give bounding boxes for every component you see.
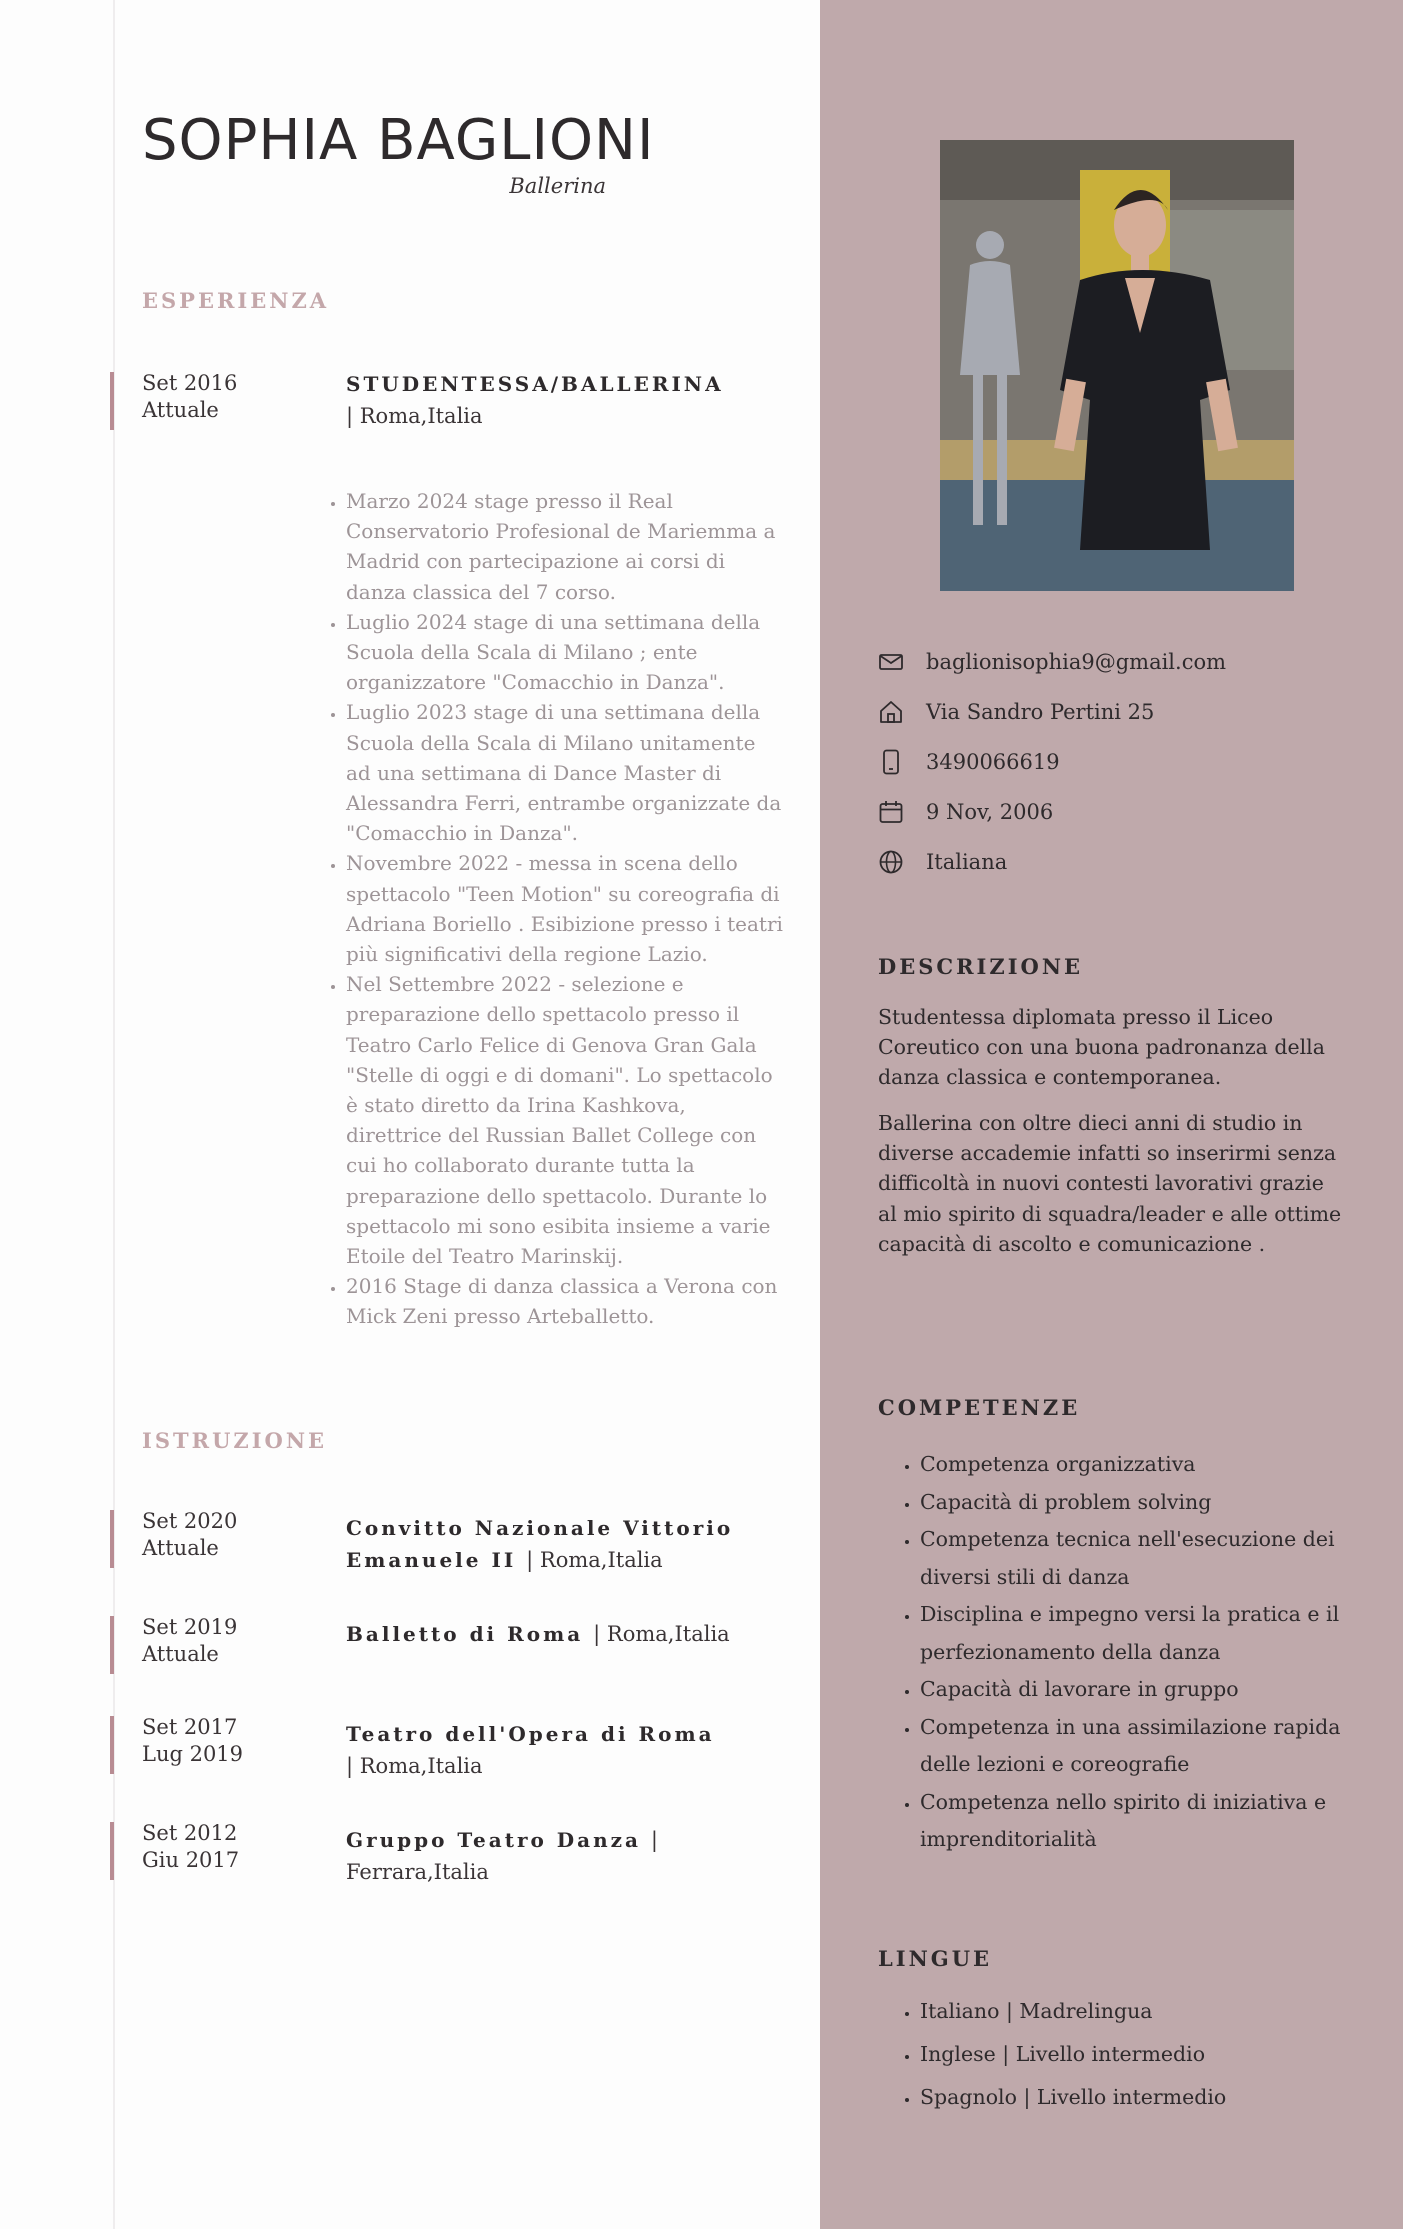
contact-phone xyxy=(878,747,1060,777)
education-start-date: Set 2017 xyxy=(142,1715,238,1739)
left-margin-rule xyxy=(113,0,115,2229)
skills-heading: COMPETENZE xyxy=(878,1395,1081,1420)
contact-address-text: Via Sandro Pertini 25 xyxy=(926,700,1155,724)
education-end-date: Attuale xyxy=(142,1536,219,1560)
contact-phone-text: 3490066619 xyxy=(926,750,1060,774)
school-location: | Roma,Italia xyxy=(526,1548,663,1572)
school-name: Gruppo Teatro Danza xyxy=(346,1828,641,1852)
languages-list xyxy=(902,1990,1340,2119)
contact-email xyxy=(878,647,1227,677)
contact-address xyxy=(878,697,1155,727)
education-end-date: Attuale xyxy=(142,1642,219,1666)
list-item: • Luglio 2023 stage di una settimana della Scuola della Scala di Milano unitamente ad una settimana di Dance Master di Alessandra Ferri, entrambe organizzate da "Comacchio in Danza". xyxy=(346,697,786,848)
date-marker xyxy=(110,1716,114,1774)
description-paragraph: Studentessa diplomata presso il Liceo Coreutico con una buona padronanza della danza classica e contemporanea. xyxy=(878,1005,1325,1090)
experience-start-date: Set 2016 xyxy=(142,371,238,395)
experience-heading: ESPERIENZA xyxy=(142,288,330,313)
education-start-date: Set 2012 xyxy=(142,1821,238,1845)
calendar-icon xyxy=(878,799,904,825)
experience-dates xyxy=(142,370,237,424)
experience-end-date: Attuale xyxy=(142,398,219,422)
school-location: | Roma,Italia xyxy=(346,1754,483,1778)
date-marker xyxy=(110,1822,114,1880)
phone-icon xyxy=(878,749,904,775)
job-location: | Roma,Italia xyxy=(346,404,483,428)
description-heading: DESCRIZIONE xyxy=(878,954,1084,979)
school-name: Balletto di Roma xyxy=(346,1622,584,1646)
education-dates xyxy=(142,1614,237,1668)
person-name: SOPHIA BAGLIONI xyxy=(142,108,655,173)
contact-birthdate-text: 9 Nov, 2006 xyxy=(926,800,1054,824)
profile-photo-illustration xyxy=(940,140,1294,591)
education-entry xyxy=(346,1718,776,1782)
education-start-date: Set 2019 xyxy=(142,1615,238,1639)
education-dates xyxy=(142,1714,243,1768)
experience-entry xyxy=(346,368,724,432)
globe-icon xyxy=(878,849,904,875)
education-start-date: Set 2020 xyxy=(142,1509,238,1533)
school-location: | Roma,Italia xyxy=(593,1622,730,1646)
list-item: • Inglese | Livello intermedio xyxy=(920,2033,1340,2076)
contact-birthdate xyxy=(878,797,1054,827)
date-marker xyxy=(110,1510,114,1568)
contact-nationality xyxy=(878,847,1008,877)
skills-list xyxy=(902,1446,1380,1859)
list-item: • Competenza tecnica nell'esecuzione dei diversi stili di danza xyxy=(920,1521,1380,1596)
date-marker xyxy=(110,372,114,430)
list-item: • Capacità di lavorare in gruppo xyxy=(920,1671,1380,1709)
date-marker xyxy=(110,1616,114,1674)
list-item: • Luglio 2024 stage di una settimana della Scuola della Scala di Milano ; ente organizzatore "Comacchio in Danza". xyxy=(346,607,786,698)
school-name: Convitto Nazionale Vittorio Emanuele II xyxy=(346,1516,734,1572)
education-entry xyxy=(346,1512,776,1576)
job-position: STUDENTESSA/BALLERINA xyxy=(346,372,724,396)
list-item: • Marzo 2024 stage presso il Real Conservatorio Profesional de Mariemma a Madrid con partecipazione ai corsi di danza classica del 7 corso. xyxy=(346,486,786,607)
education-dates xyxy=(142,1820,239,1874)
list-item: • Competenza organizzativa xyxy=(920,1446,1380,1484)
education-end-date: Lug 2019 xyxy=(142,1742,244,1766)
list-item: • 2016 Stage di danza classica a Verona con Mick Zeni presso Arteballetto. xyxy=(346,1271,786,1331)
school-name: Teatro dell'Opera di Roma xyxy=(346,1722,715,1746)
list-item: • Disciplina e impegno versi la pratica e il perfezionamento della danza xyxy=(920,1596,1380,1671)
education-heading: ISTRUZIONE xyxy=(142,1428,328,1453)
experience-bullet-list xyxy=(328,486,786,1332)
mail-icon xyxy=(878,649,904,675)
profile-photo xyxy=(940,140,1294,591)
home-icon xyxy=(878,699,904,725)
description-paragraph: Ballerina con oltre dieci anni di studio in diverse accademie infatti so inserirmi senza difficoltà in nuovi contesti lavorativi grazie al mio spirito di squadra/leader e alle ottime capacità di ascolto e comunicazione . xyxy=(878,1111,1342,1256)
list-item: • Competenza nello spirito di iniziativa e imprenditorialità xyxy=(920,1784,1380,1859)
list-item: • Nel Settembre 2022 - selezione e preparazione dello spettacolo presso il Teatro Carlo Felice di Genova Gran Gala "Stelle di oggi e di domani". Lo spettacolo è stato diretto da Irina Kashkova, direttrice del Russian Ballet College con cui ho collaborato durante tutta la preparazione dello spettacolo. Durante lo spettacolo mi sono esibita insieme a varie Etoile del Teatro Marinskij. xyxy=(346,969,786,1271)
education-entry xyxy=(346,1824,776,1888)
list-item: • Capacità di problem solving xyxy=(920,1484,1380,1522)
list-item: • Spagnolo | Livello intermedio xyxy=(920,2076,1340,2119)
person-role: Ballerina xyxy=(509,174,606,198)
education-dates xyxy=(142,1508,237,1562)
contact-nationality-text: Italiana xyxy=(926,850,1008,874)
education-end-date: Giu 2017 xyxy=(142,1848,240,1872)
languages-heading: LINGUE xyxy=(878,1946,993,1971)
contact-email-text: baglionisophia9@gmail.com xyxy=(926,650,1227,674)
school-location: | Ferrara,Italia xyxy=(346,1828,658,1884)
education-entry xyxy=(346,1618,776,1650)
list-item: • Italiano | Madrelingua xyxy=(920,1990,1340,2033)
list-item: • Competenza in una assimilazione rapida delle lezioni e coreografie xyxy=(920,1709,1380,1784)
list-item: • Novembre 2022 - messa in scena dello spettacolo "Teen Motion" su coreografia di Adriana Boriello . Esibizione presso i teatri più significativi della regione Lazio. xyxy=(346,848,786,969)
